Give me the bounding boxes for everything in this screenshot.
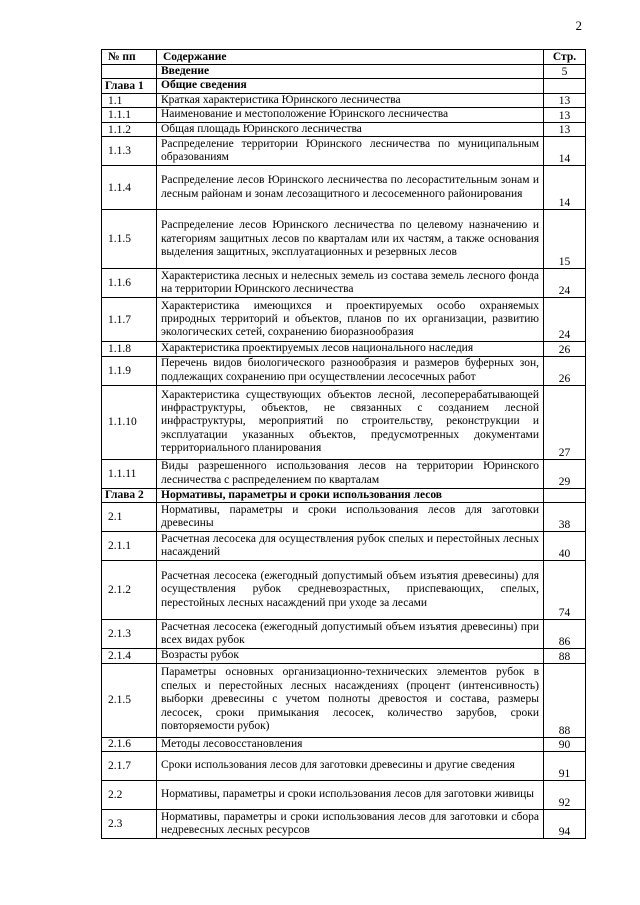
row-title: Возрасты рубок — [157, 649, 544, 663]
table-row — [102, 122, 586, 136]
row-title: Распределение лесов Юринского лесничества по целевому назначению и категориям защитных лесов по кварталам или их частям, а также основания выделения защитных, эксплуатационных и резервных лесов — [157, 210, 544, 269]
row-number: 1.1.2 — [102, 122, 157, 136]
row-page: 13 — [544, 93, 586, 107]
row-number: 1.1 — [102, 93, 157, 107]
row-page: 29 — [544, 459, 586, 488]
row-page — [544, 488, 586, 502]
table-row — [102, 620, 586, 649]
row-title: Нормативы, параметры и сроки использования лесов — [157, 488, 544, 502]
table-row — [102, 649, 586, 663]
table-row — [102, 166, 586, 210]
table-row — [102, 810, 586, 839]
row-title: Расчетная лесосека (ежегодный допустимый объем изъятия древесины) при всех видах рубок — [157, 620, 544, 649]
row-title: Сроки использования лесов для заготовки древесины и другие сведения — [157, 752, 544, 781]
table-row — [102, 93, 586, 107]
row-number: 1.1.1 — [102, 108, 157, 122]
table-header-row — [102, 50, 586, 65]
row-number: Глава 1 — [102, 79, 157, 93]
row-title: Распределение лесов Юринского лесничества по лесорастительным зонам и лесным районам и зонам лесозащитного и лесосеменного районирования — [157, 166, 544, 210]
row-number: 1.1.4 — [102, 166, 157, 210]
table-row — [102, 210, 586, 269]
row-page: 24 — [544, 269, 586, 298]
table-row — [102, 108, 586, 122]
table-row — [102, 356, 586, 385]
header-page: Стр. — [544, 50, 586, 65]
row-title: Распределение территории Юринского лесничества по муниципальным образованиям — [157, 137, 544, 166]
row-page: 26 — [544, 342, 586, 356]
row-title: Нормативы, параметры и сроки использования лесов для заготовки древесины — [157, 503, 544, 532]
row-page: 91 — [544, 752, 586, 781]
row-title: Нормативы, параметры и сроки использования лесов для заготовки живицы — [157, 781, 544, 810]
row-title: Общие сведения — [157, 79, 544, 93]
row-title: Краткая характеристика Юринского лесничества — [157, 93, 544, 107]
row-title: Характеристика существующих объектов лесной, лесоперерабатывающей инфраструктуры, объектов, не связанных с созданием лесной инфраструктуры, мероприятий по строительству, реконструкции и эксплуатации указанных объектов, предусмотренных документами территориального планирования — [157, 385, 544, 459]
row-number: 2.1.5 — [102, 663, 157, 737]
row-page: 14 — [544, 137, 586, 166]
row-title: Параметры основных организационно-технических элементов рубок в спелых и перестойных лесных насаждениях (процент (интенсивность) выборки древесины с учетом полноты древостоя и состава, размеры лесосек, сроки примыкания лесосек, количество зарубов, сроки повторяемости рубок) — [157, 663, 544, 737]
row-title: Нормативы, параметры и сроки использования лесов для заготовки и сбора недревесных лесных ресурсов — [157, 810, 544, 839]
table-row — [102, 137, 586, 166]
row-title: Введение — [157, 65, 544, 79]
row-number — [102, 65, 157, 79]
row-title: Характеристика проектируемых лесов национального наследия — [157, 342, 544, 356]
header-number: № пп — [102, 50, 157, 65]
table-row — [102, 663, 586, 737]
row-number: 1.1.6 — [102, 269, 157, 298]
table-row — [102, 385, 586, 459]
row-page: 5 — [544, 65, 586, 79]
row-page: 15 — [544, 210, 586, 269]
row-number: 1.1.11 — [102, 459, 157, 488]
row-page: 38 — [544, 503, 586, 532]
row-number: 2.1.3 — [102, 620, 157, 649]
row-page: 86 — [544, 620, 586, 649]
row-page: 24 — [544, 298, 586, 342]
row-number: 2.2 — [102, 781, 157, 810]
row-page: 40 — [544, 532, 586, 561]
row-title: Методы лесовосстановления — [157, 737, 544, 751]
row-title: Наименование и местоположение Юринского лесничества — [157, 108, 544, 122]
row-number: 1.1.5 — [102, 210, 157, 269]
page-number: 2 — [575, 18, 582, 33]
table-row — [102, 269, 586, 298]
table-row — [102, 298, 586, 342]
row-number: 1.1.8 — [102, 342, 157, 356]
row-number: 1.1.10 — [102, 385, 157, 459]
table-row — [102, 752, 586, 781]
row-number: 2.1.7 — [102, 752, 157, 781]
row-title: Перечень видов биологического разнообразия и размеров буферных зон, подлежащих сохранению при осуществлении лесосечных работ — [157, 356, 544, 385]
row-page: 74 — [544, 561, 586, 620]
table-row — [102, 342, 586, 356]
table-of-contents — [101, 49, 586, 839]
table-row — [102, 532, 586, 561]
table-row — [102, 737, 586, 751]
table-row — [102, 503, 586, 532]
table-body — [102, 65, 586, 839]
row-page: 27 — [544, 385, 586, 459]
row-number: 2.3 — [102, 810, 157, 839]
row-number: 2.1.2 — [102, 561, 157, 620]
row-title: Расчетная лесосека для осуществления рубок спелых и перестойных лесных насаждений — [157, 532, 544, 561]
row-page: 13 — [544, 108, 586, 122]
row-number: 1.1.7 — [102, 298, 157, 342]
row-number: 1.1.9 — [102, 356, 157, 385]
table-row — [102, 459, 586, 488]
row-page: 88 — [544, 649, 586, 663]
row-page: 94 — [544, 810, 586, 839]
row-title: Виды разрешенного использования лесов на территории Юринского лесничества с распределением по кварталам — [157, 459, 544, 488]
row-number: 2.1.4 — [102, 649, 157, 663]
row-number: 2.1.1 — [102, 532, 157, 561]
row-page: 88 — [544, 663, 586, 737]
row-page: 92 — [544, 781, 586, 810]
row-number: 2.1 — [102, 503, 157, 532]
table-row — [102, 65, 586, 79]
row-title: Характеристика имеющихся и проектируемых особо охраняемых природных территорий и объектов, планов по их организации, развитию экологических сетей, сохранению биоразнообразия — [157, 298, 544, 342]
row-number: 2.1.6 — [102, 737, 157, 751]
row-page: 14 — [544, 166, 586, 210]
row-title: Характеристика лесных и нелесных земель из состава земель лесного фонда на территории Юринского лесничества — [157, 269, 544, 298]
table-row — [102, 488, 586, 502]
row-number: 1.1.3 — [102, 137, 157, 166]
row-page: 90 — [544, 737, 586, 751]
header-content: Содержание — [157, 50, 544, 65]
table-row — [102, 561, 586, 620]
row-title: Общая площадь Юринского лесничества — [157, 122, 544, 136]
table-row — [102, 79, 586, 93]
row-title: Расчетная лесосека (ежегодный допустимый объем изъятия древесины) для осуществления рубок средневозрастных, приспевающих, спелых, перестойных лесных насаждений при уходе за лесами — [157, 561, 544, 620]
row-number: Глава 2 — [102, 488, 157, 502]
row-page: 26 — [544, 356, 586, 385]
table-row — [102, 781, 586, 810]
row-page — [544, 79, 586, 93]
row-page: 13 — [544, 122, 586, 136]
